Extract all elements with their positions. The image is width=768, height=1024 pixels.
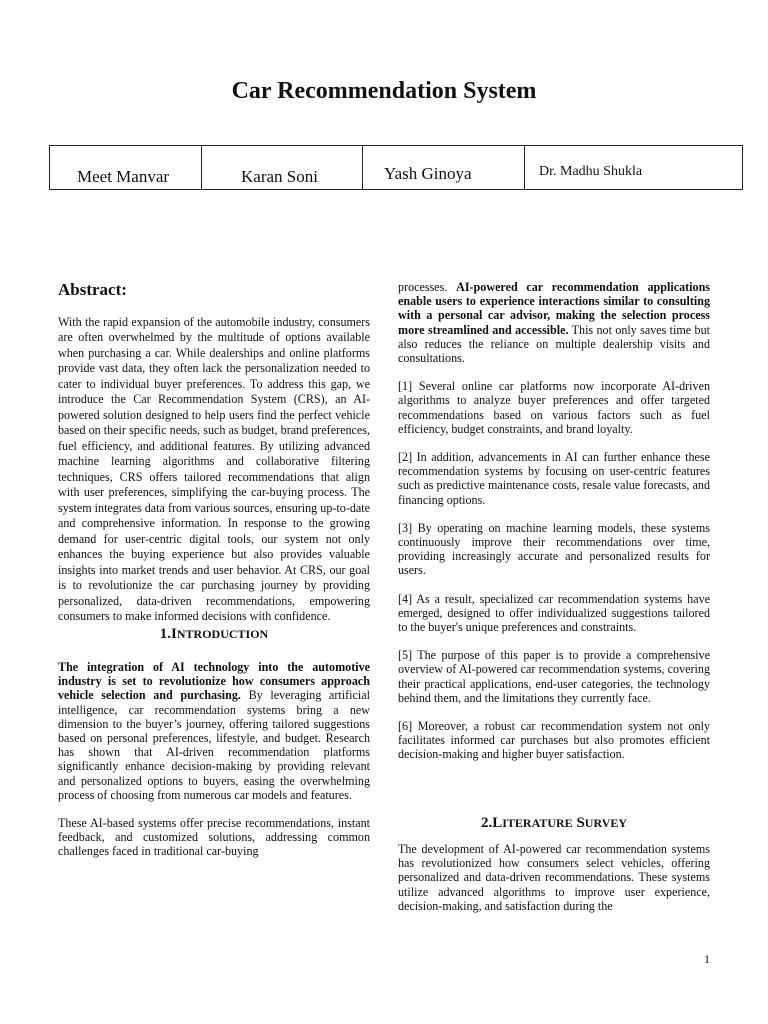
abstract-heading: Abstract: [58,280,127,299]
author-name: Meet Manvar [77,167,170,186]
author-name: Yash Ginoya [384,164,472,183]
page-number: 1 [704,952,710,966]
literature-survey-heading: 2.LITERATURE SURVEY [480,814,628,831]
right-column [398,280,710,913]
author-table [49,145,743,190]
author-name: Karan Soni [241,167,318,186]
abstract-text: With the rapid expansion of the automobile industry, consumers are often overwhelmed by the multitude of options available when purchasing a car. While dealerships and online platforms provide vast data, they often lack the personalization needed to cater to individual buyer preferences. To address this gap, we introduce the Car Recommendation System (CRS), an AI-powered solution designed to help users find the perfect vehicle based on their specific needs, such as budget, brand preferences, fuel efficiency, and additional features. By utilizing advanced machine learning algorithms and collaborative filtering techniques, CRS offers tailored recommendations that align with user preferences, simplifying the car-buying process. The system integrates data from various sources, ensuring up-to-date and comprehensive information. In response to the growing demand for user-centric digital tools, our system not only enhances the buying experience but also provides valuable insights into market trends and user behavior. At CRS, our goal is to revolutionize the car purchasing journey by providing personalized, data-driven recommendations, empowering consumers to make informed decisions with confidence. [58,314,370,623]
author-cell [363,146,525,189]
literature-survey-text: The development of AI-powered car recommendation systems has revolutionized how consumers select vehicles, offering personalized and data-driven recommendations. These systems utilize advanced algorithms to improve user experience, decision-making, and satisfaction during the [398,841,710,913]
reference-paragraph: [5] The purpose of this paper is to provide a comprehensive overview of AI-powered car recommendation systems, covering their practical applications, end-user categories, the technology behind them, and the limitations they currently face. [398,648,710,705]
author-cell [50,146,202,189]
author-cell [525,146,742,189]
author-name: Dr. Madhu Shukla [539,164,643,179]
introduction-heading: 1.INTRODUCTION [159,625,269,642]
reference-paragraph: [6] Moreover, a robust car recommendation system not only facilitates informed car purchases but also promotes efficient decision-making and higher buyer satisfaction. [398,719,710,762]
reference-paragraph: [2] In addition, advancements in AI can further enhance these recommendation systems by focusing on user-centric features such as predictive maintenance costs, resale value forecasts, and financing options. [398,450,710,507]
reference-paragraph: [1] Several online car platforms now incorporate AI-driven algorithms to analyze buyer preferences and offer targeted recommendations based on various factors such as fuel efficiency, budget constraints, and brand loyalty. [398,379,710,436]
reference-paragraph: [4] As a result, specialized car recommendation systems have emerged, designed to offer individualized suggestions tailored to the buyer's unique preferences and constraints. [398,591,710,635]
intro-paragraph-continued: processes. AI-powered car recommendation applications enable users to experience interactions similar to consulting with a personal car advisor, making the selection process more streamlined and accessible. This not only saves time but also reduces the reliance on multiple dealership visits and consultations. [398,280,711,366]
author-cell [202,146,363,189]
intro-paragraph: The integration of AI technology into the automotive industry is set to revolutionize how consumers approach vehicle selection and purchasing. By leveraging artificial intelligence, car recommendation systems bring a new dimension to the buyer’s journey, offering tailored suggestions based on personal preferences, lifestyle, and budget. Research has shown that AI-driven recommendation platforms significantly enhance decision-making by providing relevant and personalized options to buyers, easing the overwhelming process of choosing from numerous car models and features. [58,660,370,802]
intro-paragraph: These AI-based systems offer precise recommendations, instant feedback, and customized solutions, addressing common challenges faced in traditional car-buying [58,816,370,859]
reference-paragraph: [3] By operating on machine learning models, these systems continuously improve their recommendations over time, providing increasingly accurate and personalized results for users. [398,520,710,578]
introduction-body [58,660,370,859]
left-column [58,282,370,859]
paper-title: Car Recommendation System [231,78,537,104]
